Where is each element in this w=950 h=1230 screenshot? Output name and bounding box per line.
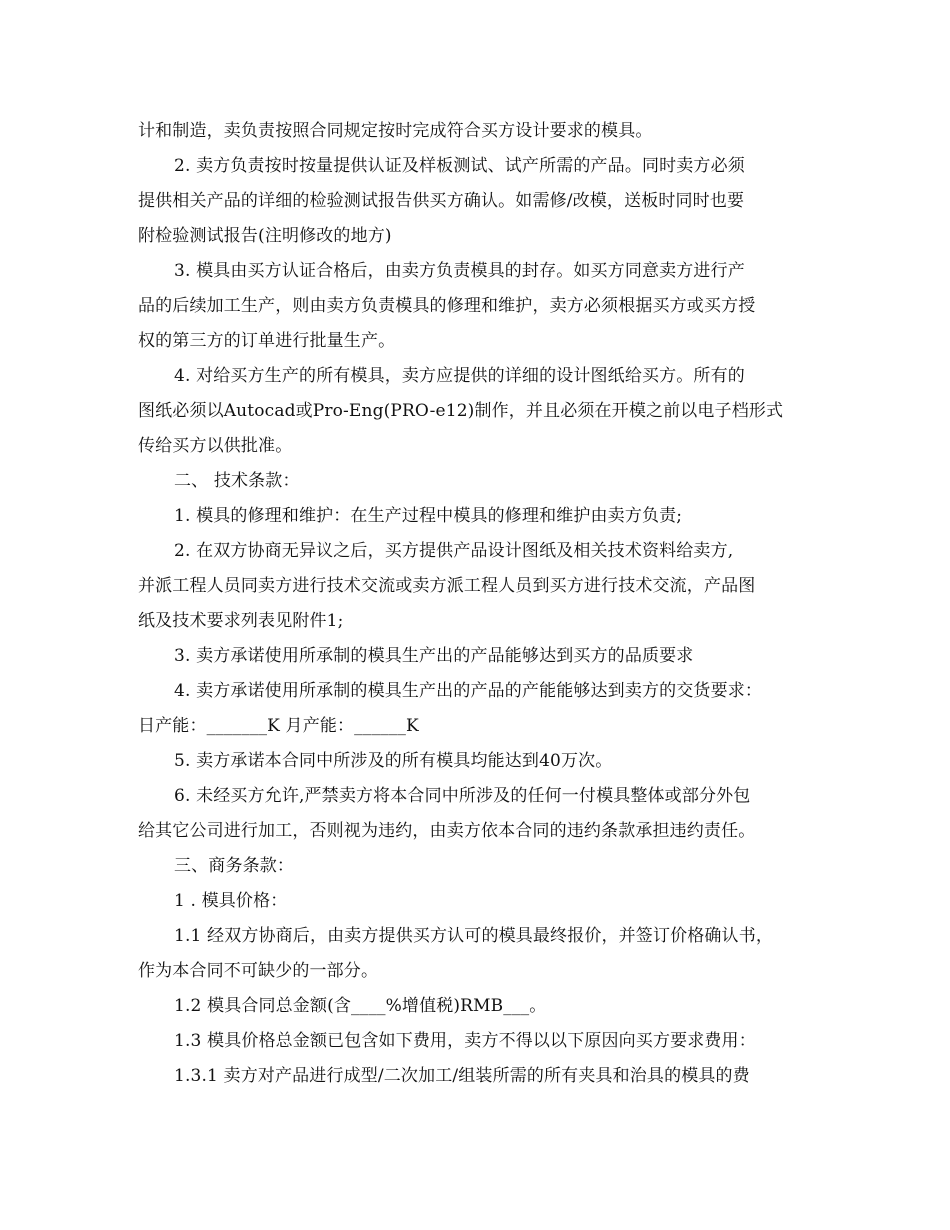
text-line: 给其它公司进行加工，否则视为违约，由卖方依本合同的违约条款承担违约责任。 xyxy=(138,821,756,841)
text-line: 作为本合同不可缺少的一部分。 xyxy=(138,961,379,981)
text-line: 纸及技术要求列表见附件1; xyxy=(138,611,344,631)
document-body xyxy=(138,114,828,1094)
text-line: 权的第三方的订单进行批量生产。 xyxy=(138,331,396,351)
text-line: 日产能：_______K 月产能：______K xyxy=(138,716,419,736)
text-line: 2. 在双方协商无异议之后，买方提供产品设计图纸及相关技术资料给卖方, xyxy=(174,541,734,561)
text-line: 1.2 模具合同总金额(含____%增值税)RMB___。 xyxy=(174,996,547,1016)
text-line: 6. 未经买方允许,严禁卖方将本合同中所涉及的任何一付模具整体或部分外包 xyxy=(174,786,751,806)
text-line: 图纸必须以Autocad或Pro-Eng(PRO-e12)制作，并且必须在开模之前以电子档形式 xyxy=(138,401,784,421)
text-line: 4. 对给买方生产的所有模具，卖方应提供的详细的设计图纸给买方。所有的 xyxy=(174,366,745,386)
text-line: 1.3 模具价格总金额已包含如下费用，卖方不得以以下原因向买方要求费用： xyxy=(174,1031,756,1051)
text-line: 二、 技术条款： xyxy=(174,471,300,491)
text-line: 1.1 经双方协商后，由卖方提供买方认可的模具最终报价，并签订价格确认书， xyxy=(174,926,773,946)
text-line: 提供相关产品的详细的检验测试报告供买方确认。如需修/改模，送板时同时也要 xyxy=(138,191,745,211)
text-line: 品的后续加工生产，则由卖方负责模具的修理和维护，卖方必须根据买方或买方授 xyxy=(138,296,756,316)
text-line: 3. 模具由买方认证合格后，由卖方负责模具的封存。如买方同意卖方进行产 xyxy=(174,261,745,281)
text-line: 计和制造，卖负责按照合同规定按时完成符合买方设计要求的模具。 xyxy=(138,121,653,141)
text-line: 2. 卖方负责按时按量提供认证及样板测试、试产所需的产品。同时卖方必须 xyxy=(174,156,745,176)
text-line: 4. 卖方承诺使用所承制的模具生产出的产品的产能能够达到卖方的交货要求： xyxy=(174,681,763,701)
text-line: 传给买方以供批准。 xyxy=(138,436,293,456)
text-line: 并派工程人员同卖方进行技术交流或卖方派工程人员到买方进行技术交流，产品图 xyxy=(138,576,756,596)
text-line: 5. 卖方承诺本合同中所涉及的所有模具均能达到40万次。 xyxy=(174,751,613,771)
text-line: 1.3.1 卖方对产品进行成型/二次加工/组装所需的所有夹具和治具的模具的费 xyxy=(174,1066,750,1086)
text-line: 3. 卖方承诺使用所承制的模具生产出的产品能够达到买方的品质要求 xyxy=(174,646,694,666)
text-line: 1 . 模具价格： xyxy=(174,891,288,911)
text-line: 1. 模具的修理和维护：在生产过程中模具的修理和维护由卖方负责; xyxy=(174,506,683,526)
text-line: 三、商务条款： xyxy=(174,856,295,876)
text-line: 附检验测试报告(注明修改的地方) xyxy=(138,226,392,246)
